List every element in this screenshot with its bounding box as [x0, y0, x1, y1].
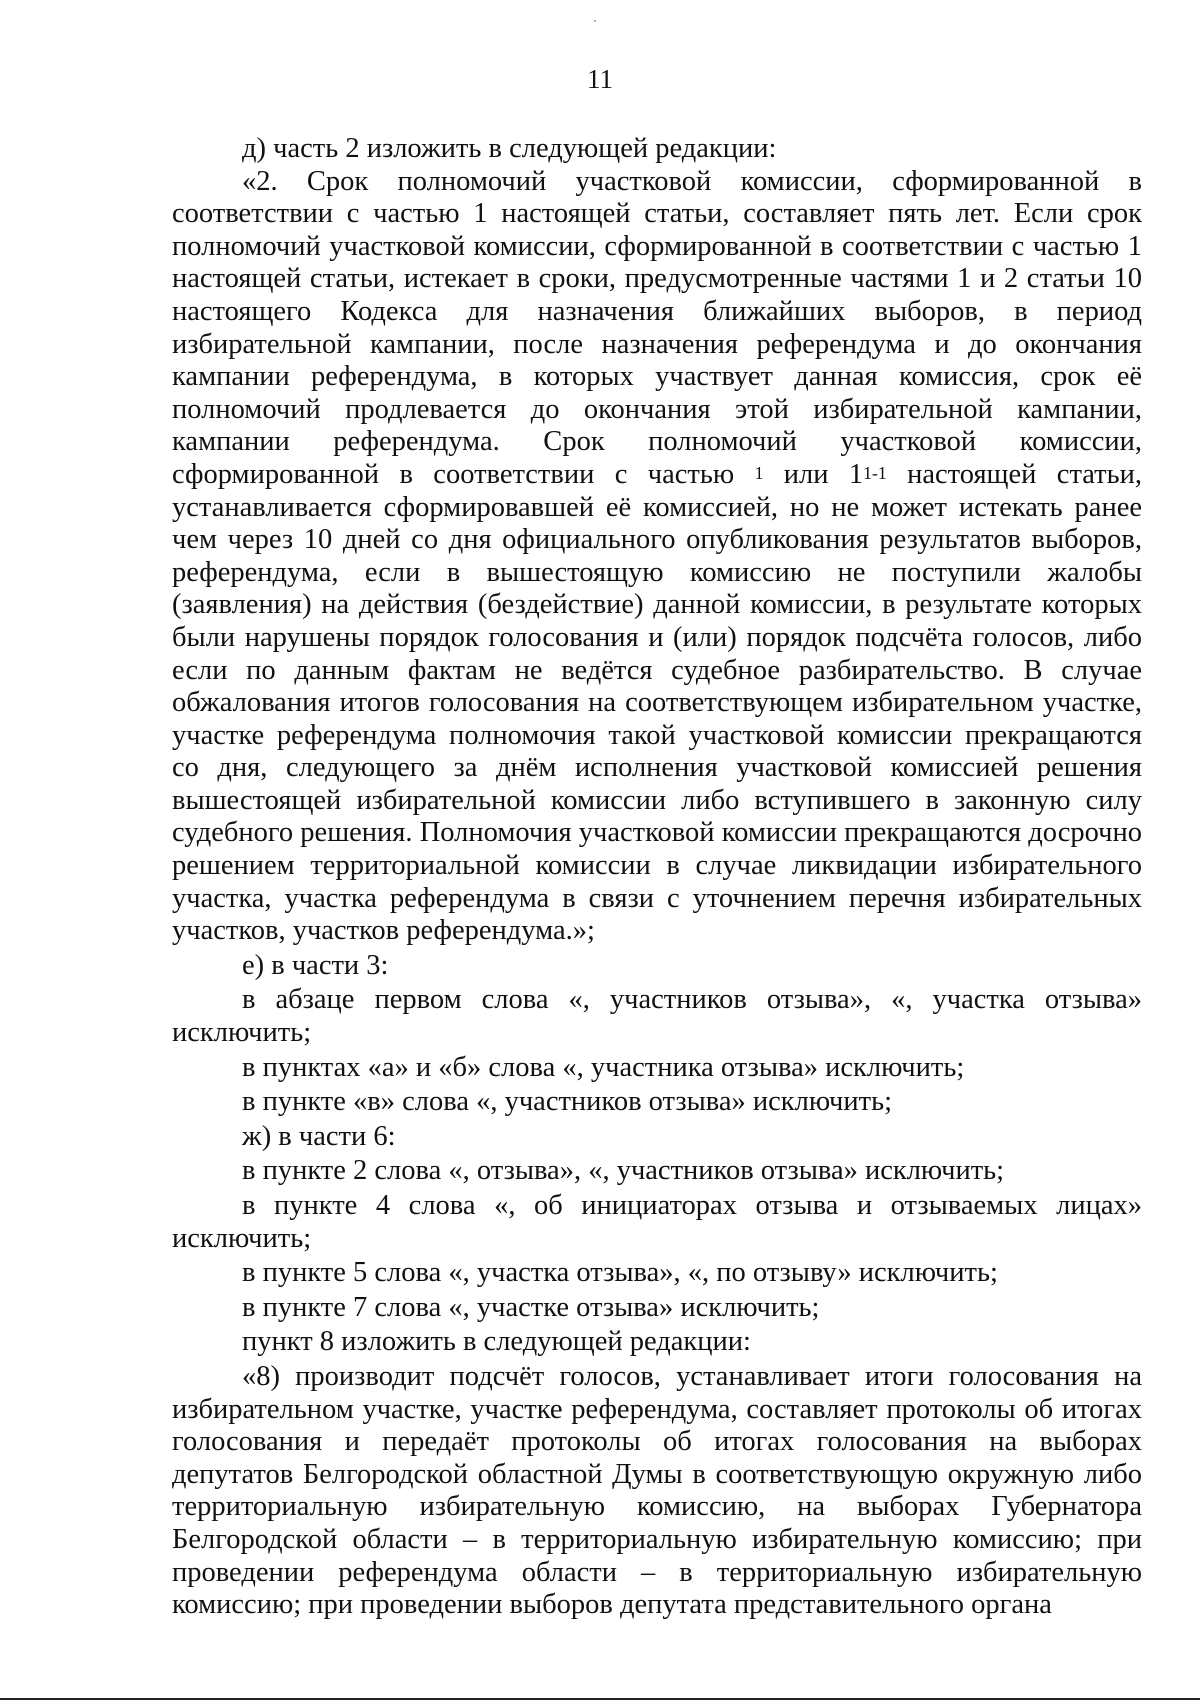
paragraph-part-2-text-end: настоящей статьи, устанавливается сформировавшей её комиссией, но не может истекать ранее чем через 10 дней со дня официального опубликования результатов выборов, референдума, если в вышестоящую комиссию не поступили жалобы (заявления) на действия (бездействие) данной комиссии, в результате которых были нарушены порядок голосования и (или) порядок подсчёта голосов, либо если по данным фактам не ведётся судебное разбирательство. В случае обжалования итогов голосования на соответствующем избирательном участке, участке референдума полномочия такой участковой комиссии прекращаются со дня, следующего за днём исполнения участковой комиссией решения вышестоящей избирательной комиссии либо вступившего в законную силу судебного решения. Полномочия участковой комиссии прекращаются досрочно решением территориальной комиссии в случае ликвидации избирательного участка, участка референдума в связи с уточнением перечня избирательных участков, участков референдума.»;: [172, 458, 1142, 947]
paragraph-zh: ж) в части 6:: [242, 1120, 396, 1152]
paragraph-items-a-b: в пунктах «а» и «б» слова «, участника отзыва» исключить;: [242, 1051, 965, 1083]
scan-speck: [594, 20, 596, 22]
paragraph-item-4: в пункте 4 слова «, об инициаторах отзыва и отзываемых лицах» исключить;: [172, 1190, 1142, 1254]
paragraph-part-2: [172, 166, 1142, 948]
superscript-1-1: 1-1: [863, 463, 887, 484]
paragraph-d: д) часть 2 изложить в следующей редакции:: [242, 133, 777, 164]
document-body: [172, 133, 1142, 1622]
scan-bottom-edge: [0, 1698, 1200, 1700]
paragraph-first-abzac: в абзаце первом слова «, участников отзыва», «, участка отзыва» исключить;: [172, 984, 1142, 1049]
paragraph-part-2-text-start: «2. Срок полномочий участковой комиссии, сформированной в соответствии с частью 1 настоящей статьи, составляет пять лет. Если срок полномочий участковой комиссии, сформированной в соответствии с частью 1 настоящей статьи, истекает в сроки, предусмотренные частями 1 и 2 статьи 10 настоящего Кодекса для назначения ближайших выборов, в период избирательной кампании, после назначения референдума и до окончания кампании референдума, в которых участвует данная комиссия, срок её полномочий продлевается до окончания этой избирательной кампании, кампании референдума. Срок полномочий участковой комиссии, сформированной в соответствии с частью: [172, 165, 1142, 490]
paragraph-part-2-text-mid: или 1: [763, 458, 864, 490]
paragraph-item-8-intro: пункт 8 изложить в следующей редакции:: [242, 1326, 751, 1358]
paragraph-item-2: в пункте 2 слова «, отзыва», «, участников отзыва» исключить;: [242, 1155, 1005, 1187]
paragraph-item-8: «8) производит подсчёт голосов, устанавливает итоги голосования на избирательном участке, участке референдума, составляет протоколы об итогах голосования и передаёт протоколы об итогах голосования на выборах депутатов Белгородской областной Думы в соответствующую окружную либо территориальную избирательную комиссию, на выборах Губернатора Белгородской области – в территориальную избирательную комиссию; при проведении референдума области – в территориальную избирательную комиссию; при проведении выборов депутата представительного органа: [172, 1360, 1142, 1621]
page-number: 11: [587, 64, 613, 94]
paragraph-e: е) в части 3:: [242, 949, 389, 981]
superscript-1: 1: [754, 463, 764, 484]
paragraph-item-v: в пункте «в» слова «, участников отзыва» исключить;: [242, 1086, 892, 1118]
paragraph-item-5: в пункте 5 слова «, участка отзыва», «, по отзыву» исключить;: [242, 1257, 998, 1289]
paragraph-item-7: в пункте 7 слова «, участке отзыва» исключить;: [242, 1291, 820, 1323]
